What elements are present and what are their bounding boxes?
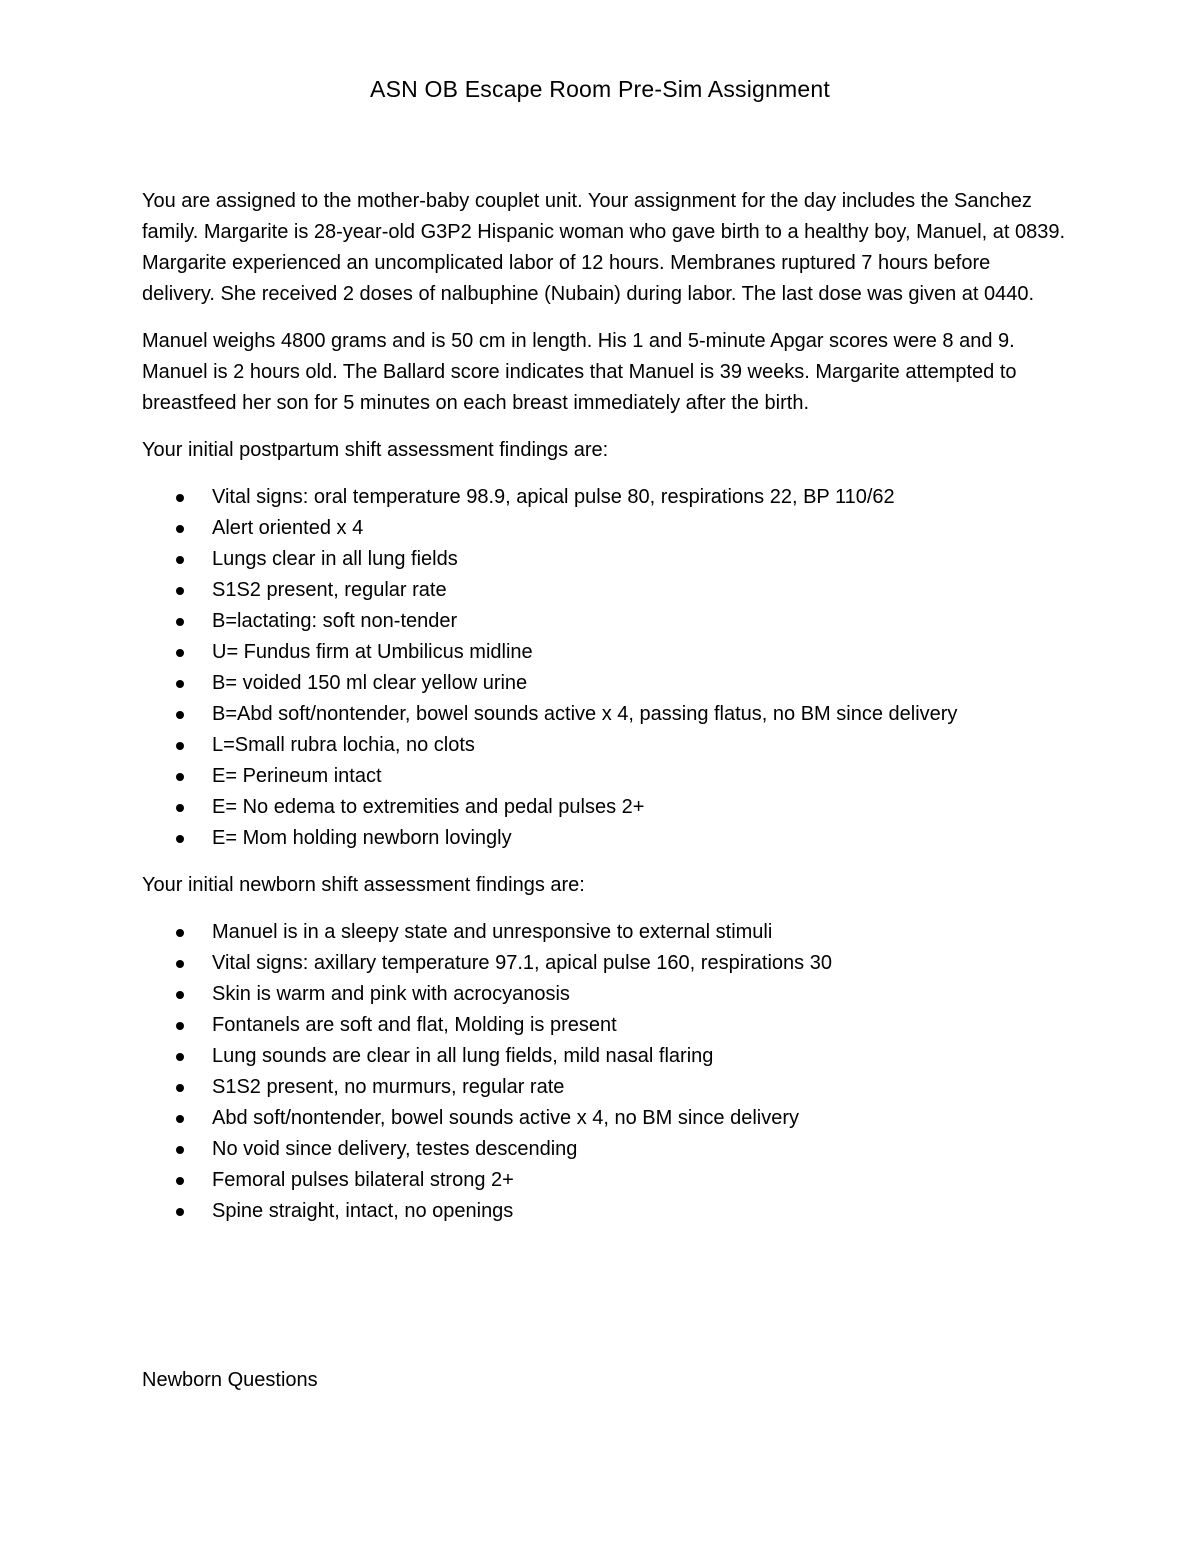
list-item xyxy=(142,1196,1067,1227)
list-item-text: Femoral pulses bilateral strong 2+ xyxy=(212,1169,514,1191)
list-item xyxy=(142,1165,1067,1196)
list-item xyxy=(142,1072,1067,1103)
bullet-icon xyxy=(176,1022,184,1030)
list-item xyxy=(142,948,1067,979)
bullet-icon xyxy=(176,649,184,657)
bullet-icon xyxy=(176,680,184,688)
bullet-icon xyxy=(176,773,184,781)
intro-paragraph: You are assigned to the mother-baby couplet unit. Your assignment for the day includes the Sanchez family. Margarite is 28-year-old G3P2 Hispanic woman who gave birth to a healthy boy, Manuel, at 0839. Margarite experienced an uncomplicated labor of 12 hours. Membranes ruptured 7 hours before delivery. She received 2 doses of nalbuphine (Nubain) during labor. The last dose was given at 0440. xyxy=(142,190,1066,305)
list-item xyxy=(142,637,1067,668)
list-item xyxy=(142,606,1067,637)
list-item xyxy=(142,979,1067,1010)
list-item-text: S1S2 present, no murmurs, regular rate xyxy=(212,1076,565,1098)
list-item xyxy=(142,544,1067,575)
newborn-details-paragraph: Manuel weighs 4800 grams and is 50 cm in length. His 1 and 5-minute Apgar scores were 8 and 9. Manuel is 2 hours old. The Ballard score indicates that Manuel is 39 weeks. Margarite attempted to breastfeed her son for 5 minutes on each breast immediately after the birth. xyxy=(142,330,1017,414)
bullet-icon xyxy=(176,587,184,595)
list-item-text: Lungs clear in all lung fields xyxy=(212,548,458,570)
list-item-text: No void since delivery, testes descending xyxy=(212,1138,578,1160)
list-item-text: L=Small rubra lochia, no clots xyxy=(212,734,475,756)
list-item-text: B=lactating: soft non-tender xyxy=(212,610,458,632)
list-item xyxy=(142,513,1067,544)
list-item xyxy=(142,699,1067,730)
list-item-text: E= Mom holding newborn lovingly xyxy=(212,827,512,849)
bullet-icon xyxy=(176,835,184,843)
list-item-text: Vital signs: axillary temperature 97.1, apical pulse 160, respirations 30 xyxy=(212,952,832,974)
list-item xyxy=(142,761,1067,792)
list-item-text: E= No edema to extremities and pedal pulses 2+ xyxy=(212,796,645,818)
bullet-icon xyxy=(176,1208,184,1216)
list-item xyxy=(142,1010,1067,1041)
list-item-text: Vital signs: oral temperature 98.9, apical pulse 80, respirations 22, BP 110/62 xyxy=(212,486,895,508)
bullet-icon xyxy=(176,711,184,719)
bullet-icon xyxy=(176,929,184,937)
newborn-findings-list xyxy=(142,917,1067,1227)
list-item xyxy=(142,668,1067,699)
list-item-text: B= voided 150 ml clear yellow urine xyxy=(212,672,528,694)
list-item xyxy=(142,1041,1067,1072)
list-item-text: Abd soft/nontender, bowel sounds active x 4, no BM since delivery xyxy=(212,1107,800,1129)
list-item-text: B=Abd soft/nontender, bowel sounds active x 4, passing flatus, no BM since delivery xyxy=(212,703,958,725)
section-heading-newborn-questions: Newborn Questions xyxy=(142,1369,318,1391)
postpartum-findings-label: Your initial postpartum shift assessment findings are: xyxy=(142,439,609,461)
bullet-icon xyxy=(176,1115,184,1123)
newborn-findings-label: Your initial newborn shift assessment findings are: xyxy=(142,874,585,896)
list-item xyxy=(142,575,1067,606)
bullet-icon xyxy=(176,960,184,968)
bullet-icon xyxy=(176,804,184,812)
list-item xyxy=(142,917,1067,948)
page-title: ASN OB Escape Room Pre-Sim Assignment xyxy=(370,76,830,102)
list-item xyxy=(142,1134,1067,1165)
bullet-icon xyxy=(176,618,184,626)
list-item-text: Manuel is in a sleepy state and unresponsive to external stimuli xyxy=(212,921,773,943)
list-item xyxy=(142,482,1067,513)
bullet-icon xyxy=(176,556,184,564)
bullet-icon xyxy=(176,1146,184,1154)
list-item-text: Spine straight, intact, no openings xyxy=(212,1200,514,1222)
list-item-text: Alert oriented x 4 xyxy=(212,517,364,539)
bullet-icon xyxy=(176,991,184,999)
bullet-icon xyxy=(176,742,184,750)
list-item-text: Skin is warm and pink with acrocyanosis xyxy=(212,983,570,1005)
list-item-text: U= Fundus firm at Umbilicus midline xyxy=(212,641,533,663)
list-item xyxy=(142,730,1067,761)
bullet-icon xyxy=(176,494,184,502)
document-body xyxy=(142,186,1067,1243)
postpartum-findings-list xyxy=(142,482,1067,854)
list-item xyxy=(142,1103,1067,1134)
bullet-icon xyxy=(176,1053,184,1061)
bullet-icon xyxy=(176,1084,184,1092)
list-item-text: E= Perineum intact xyxy=(212,765,382,787)
list-item-text: Lung sounds are clear in all lung fields, mild nasal flaring xyxy=(212,1045,714,1067)
list-item-text: Fontanels are soft and flat, Molding is present xyxy=(212,1014,617,1036)
list-item-text: S1S2 present, regular rate xyxy=(212,579,447,601)
list-item xyxy=(142,823,1067,854)
bullet-icon xyxy=(176,525,184,533)
list-item xyxy=(142,792,1067,823)
bullet-icon xyxy=(176,1177,184,1185)
